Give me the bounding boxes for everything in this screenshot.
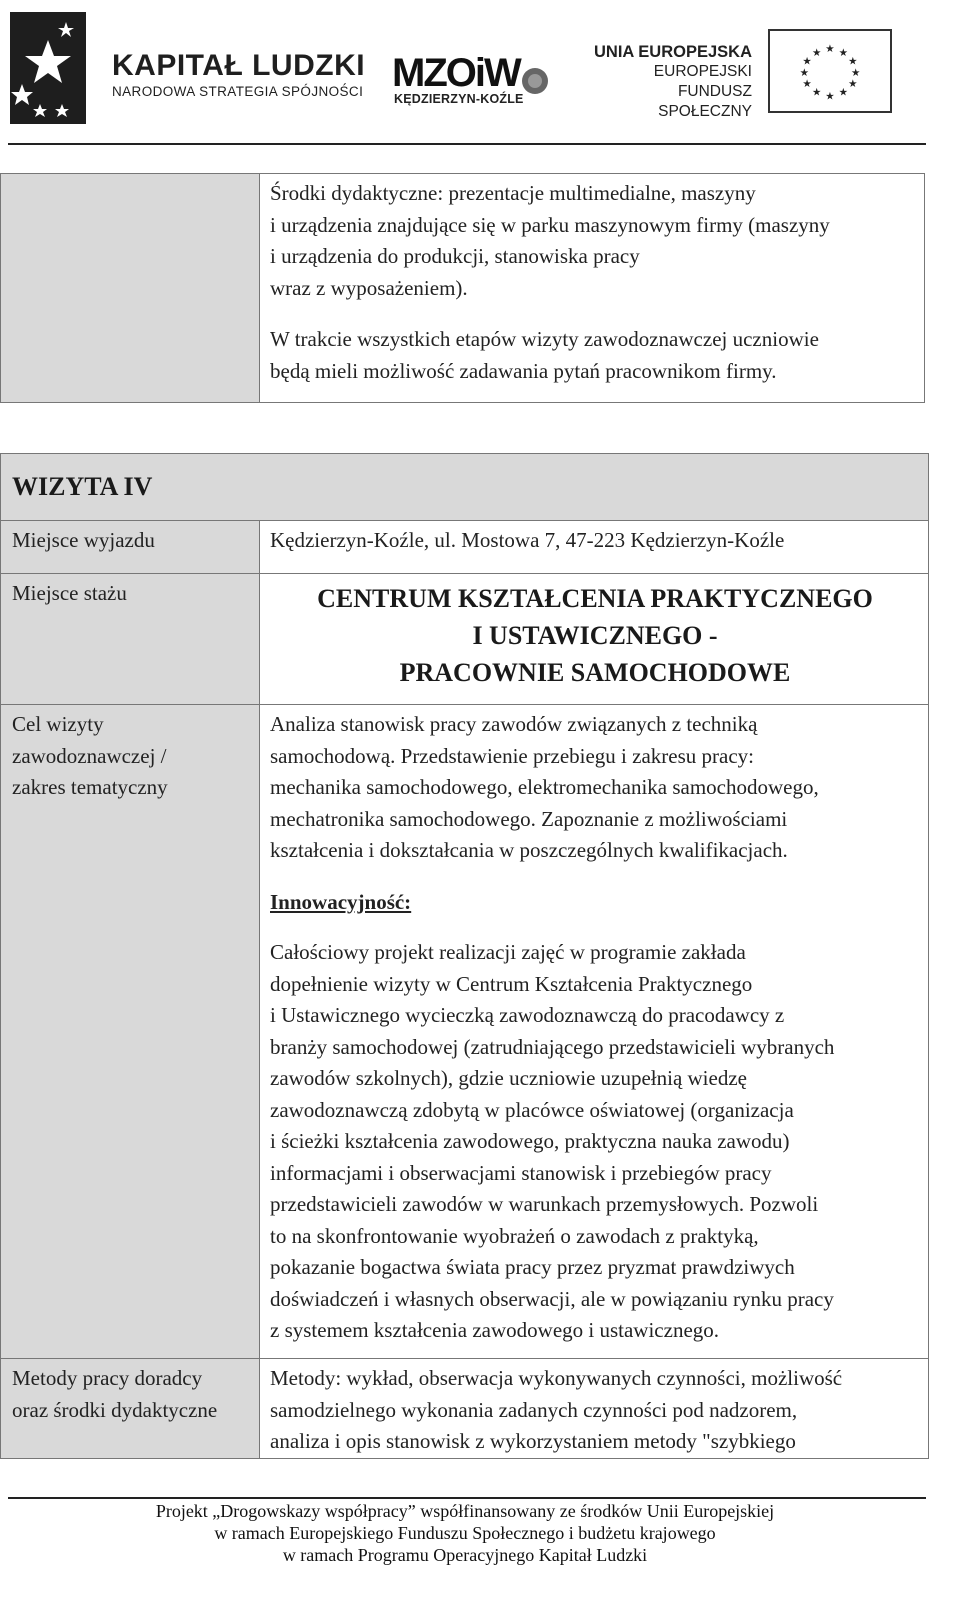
footer-line-2: w ramach Europejskiego Funduszu Społecznego i budżetu krajowego [214,1523,716,1543]
eu-flag-stars [768,29,892,113]
methods-label: Metody pracy doradcy oraz środki dydaktyczne [1,1359,260,1459]
svg-text:★: ★ [802,55,812,68]
header-divider [8,143,926,145]
previous-visit-value-cell [260,174,925,403]
previous-visit-label-cell [1,174,260,403]
svg-text:★: ★ [848,78,858,91]
footer-divider [8,1497,926,1499]
svg-text:★: ★ [811,46,822,59]
previous-visit-table [0,173,925,403]
questions-paragraph: W trakcie wszystkich etapów wizyty zawodoznawczej uczniowie będą mieli możliwość zadawania pytań pracownikom firmy. [270,327,819,383]
departure-label: Miejsce wyjazdu [1,521,260,574]
page-header [0,0,960,150]
goal-paragraph: Analiza stanowisk pracy zawodów związanych z techniką samochodową. Przedstawienie przebiegu i zakresu pracy: mechanika samochodowego, elektromechanika samochodowego, mechatronika samochodowego. Zapoznanie z możliwościami kształcenia i dokształcania w poszczególnych kwalifikacjach. [270,712,819,862]
svg-text:★: ★ [825,42,835,55]
svg-text:★: ★ [851,66,861,79]
innovation-heading: Innowacyjność: [270,889,412,914]
kapital-ludzki-subtitle: NARODOWA STRATEGIA SPÓJNOŚCI [112,84,364,99]
departure-value: Kędzierzyn-Koźle, ul. Mostowa 7, 47-223 Kędzierzyn-Koźle [260,521,929,574]
svg-text:★: ★ [838,46,849,59]
methods-value: Metody: wykład, obserwacja wykonywanych czynności, możliwość samodzielnego wykonania zadanych czynności pod nadzorem, analiza i opis stanowisk z wykorzystaniem metody "szybkiego [260,1359,929,1459]
svg-text:★: ★ [838,86,849,99]
internship-place-title: CENTRUM KSZTAŁCENIA PRAKTYCZNEGO I USTAWICZNEGO - PRACOWNIE SAMOCHODOWE [317,584,873,687]
eu-line-3: FUNDUSZ SPOŁECZNY [658,83,752,120]
kapital-ludzki-title: KAPITAŁ LUDZKI [112,49,366,82]
internship-value-cell [260,574,929,705]
page-footer [0,1500,930,1566]
mzoiw-subtitle: KĘDZIERZYN-KOŹLE [394,92,524,106]
svg-text:★: ★ [802,78,812,91]
eu-line-1: UNIA EUROPEJSKA [594,43,752,61]
svg-text:★: ★ [799,66,809,79]
footer-line-3: w ramach Programu Operacyjnego Kapitał Ludzki [282,1545,648,1565]
didactic-means-paragraph: Środki dydaktyczne: prezentacje multimedialne, maszyny i urządzenia znajdujące się w parku maszynowym firmy (maszyny i urządzenia do produkcji, stanowiska pracy wraz z wyposażeniem). [270,181,830,300]
internship-label: Miejsce stażu [1,574,260,705]
goal-value-cell [260,705,929,1359]
kapital-ludzki-wordmark [112,50,365,99]
svg-text:★: ★ [825,90,835,103]
eu-wordmark [592,42,752,122]
svg-text:★: ★ [811,86,822,99]
kapital-ludzki-star-logo [10,12,86,124]
eu-line-2: EUROPEJSKI [653,63,752,80]
footer-line-1: Projekt „Drogowskazy współpracy” współfinansowany ze środków Unii Europejskiej [155,1501,775,1521]
visit-iv-table [0,453,929,1459]
innovation-paragraph: Całościowy projekt realizacji zajęć w programie zakłada dopełnienie wizyty w Centrum Kształcenia Praktycznego i Ustawicznego wycieczką zawodoznawczą do pracodawcy z branży samochodowej (zatrudniającego przedstawicieli wybranych zawodów szkolnych), gdzie uczniowie uzupełnią wiedzę zawodoznawczą zdobytą w placówce oświatowej (organizacja i ścieżki kształcenia zawodowego, praktyczna nauka zawodu) informacjami i obserwacjami stanowisk i przebiegów pracy przedstawicieli zawodów w warunkach przemysłowych. Pozwoli to na skonfrontowanie wyobrażeń o zawodach z praktyką, pokazanie bogactwa świata pracy przez pryzmat prawdziwych doświadczeń i własnych obserwacji, ale w powiązaniu rynku pracy z systemem kształcenia zawodowego i ustawicznego. [270,940,835,1342]
svg-text:★: ★ [848,55,858,68]
mzoiw-logo-text: MZOiW [392,51,520,95]
goal-label: Cel wizyty zawodoznawczej / zakres tematyczny [1,705,260,1359]
visit-heading: WIZYTA IV [1,454,929,521]
